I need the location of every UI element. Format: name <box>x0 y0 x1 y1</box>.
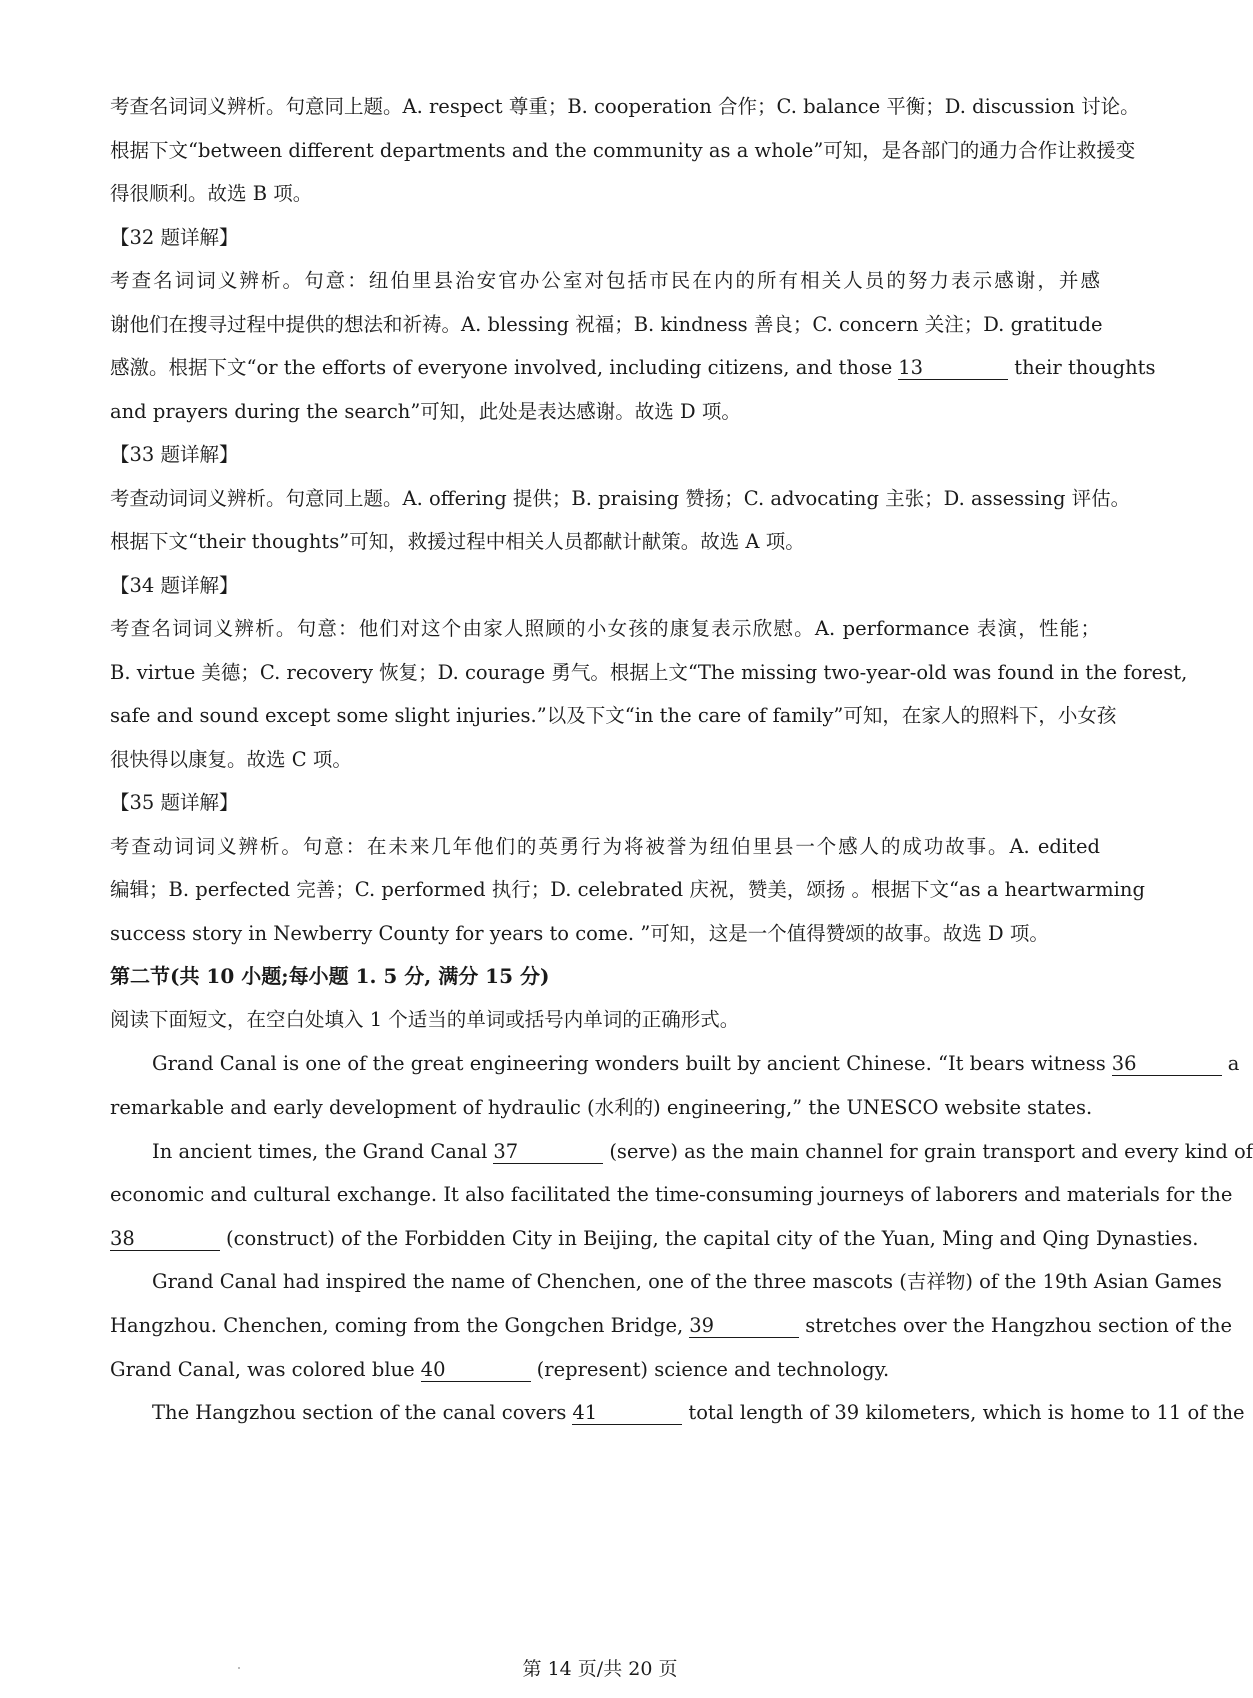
page-number-footer: 第 14 页/共 20 页 <box>522 1658 678 1680</box>
blank-13: 13 <box>898 357 1008 380</box>
text-line: safe and sound except some slight injuries.”以及下文“in the care of family”可知，在家人的照料下，小女孩 <box>110 704 1117 727</box>
text-line: 得很顺利。故选 B 项。 <box>110 182 313 205</box>
text-segment: their thoughts <box>1014 356 1156 379</box>
text-segment: In ancient times, the Grand Canal <box>152 1140 488 1163</box>
text-line: 考查动词词义辨析。句意同上题。A. offering 提供；B. praising 赞扬；C. advocating 主张；D. assessing 评估。 <box>110 487 1131 510</box>
text-line: 考查动词词义辨析。句意：在未来几年他们的英勇行为将被誉为纽伯里县一个感人的成功故事。A. edited <box>110 835 1100 858</box>
section-heading-q33: 【33 题详解】 <box>110 443 239 466</box>
text-segment: a <box>1227 1052 1240 1075</box>
passage-line: Grand Canal had inspired the name of Chenchen, one of the three mascots (吉祥物) of the 19th Asian Games <box>152 1270 1222 1293</box>
section-heading-q32: 【32 题详解】 <box>110 226 239 249</box>
text-line: 考查名词词义辨析。句意：他们对这个由家人照顾的小女孩的康复表示欣慰。A. performance 表演，性能； <box>110 617 1100 640</box>
passage-line-with-blank <box>152 1138 1253 1166</box>
passage-line: economic and cultural exchange. It also facilitated the time-consuming journeys of laborers and materials for the <box>110 1183 1233 1206</box>
passage-line-with-blank <box>110 1312 1233 1340</box>
text-line: 谢他们在搜寻过程中提供的想法和祈祷。A. blessing 祝福；B. kindness 善良；C. concern 关注；D. gratitude <box>110 313 1103 336</box>
passage-line-with-blank <box>152 1050 1240 1078</box>
text-segment: 感激。根据下文“or the efforts of everyone involved, including citizens, and those <box>110 356 893 379</box>
text-segment: (construct) of the Forbidden City in Beijing, the capital city of the Yuan, Ming and Qing Dynasties. <box>226 1227 1199 1250</box>
section-heading-q34: 【34 题详解】 <box>110 574 239 597</box>
text-line: 很快得以康复。故选 C 项。 <box>110 748 352 771</box>
passage-line-with-blank <box>110 1225 1199 1253</box>
blank-36: 36 <box>1112 1053 1222 1076</box>
text-line: success story in Newberry County for years to come. ”可知，这是一个值得赞颂的故事。故选 D 项。 <box>110 922 1049 945</box>
text-segment: Grand Canal, was colored blue <box>110 1358 415 1381</box>
text-segment: stretches over the Hangzhou section of the <box>805 1314 1233 1337</box>
text-line: 根据下文“their thoughts”可知，救援过程中相关人员都献计献策。故选 A 项。 <box>110 530 805 553</box>
text-line: and prayers during the search”可知，此处是表达感谢。故选 D 项。 <box>110 400 741 423</box>
section-heading-part-two: 第二节(共 10 小题;每小题 1. 5 分, 满分 15 分) <box>110 964 550 988</box>
text-line: 编辑；B. perfected 完善；C. performed 执行；D. celebrated 庆祝，赞美，颂扬 。根据下文“as a heartwarming <box>110 878 1145 901</box>
passage-line-with-blank <box>110 1356 1100 1384</box>
text-segment: Hangzhou. Chenchen, coming from the Gongchen Bridge, <box>110 1314 684 1337</box>
text-segment: (represent) science and technology. <box>536 1358 890 1381</box>
text-line: 根据下文“between different departments and the community as a whole”可知，是各部门的通力合作让救援变 <box>110 139 1136 162</box>
text-line: 考查名词词义辨析。句意：纽伯里县治安官办公室对包括市民在内的所有相关人员的努力表示感谢，并感 <box>110 269 1100 292</box>
blank-41: 41 <box>572 1402 682 1425</box>
text-segment: (serve) as the main channel for grain transport and every kind of <box>609 1140 1253 1163</box>
text-segment: total length of 39 kilometers, which is home to 11 of the <box>688 1401 1245 1424</box>
instruction-line: 阅读下面短文，在空白处填入 1 个适当的单词或括号内单词的正确形式。 <box>110 1008 740 1031</box>
section-heading-q35: 【35 题详解】 <box>110 791 239 814</box>
passage-line: remarkable and early development of hydraulic (水利的) engineering,” the UNESCO website states. <box>110 1096 1093 1119</box>
text-line: 考查名词词义辨析。句意同上题。A. respect 尊重；B. cooperation 合作；C. balance 平衡；D. discussion 讨论。 <box>110 95 1140 118</box>
blank-38: 38 <box>110 1228 220 1251</box>
text-line: B. virtue 美德；C. recovery 恢复；D. courage 勇气。根据上文“The missing two-year-old was found in the forest, <box>110 661 1188 684</box>
text-segment: Grand Canal is one of the great engineering wonders built by ancient Chinese. “It bears witness <box>152 1052 1106 1075</box>
blank-39: 39 <box>689 1315 799 1338</box>
text-segment: The Hangzhou section of the canal covers <box>152 1401 567 1424</box>
passage-line-with-blank <box>152 1399 1245 1427</box>
blank-37: 37 <box>493 1141 603 1164</box>
blank-40: 40 <box>421 1359 531 1382</box>
text-line-with-blank <box>110 354 1156 382</box>
